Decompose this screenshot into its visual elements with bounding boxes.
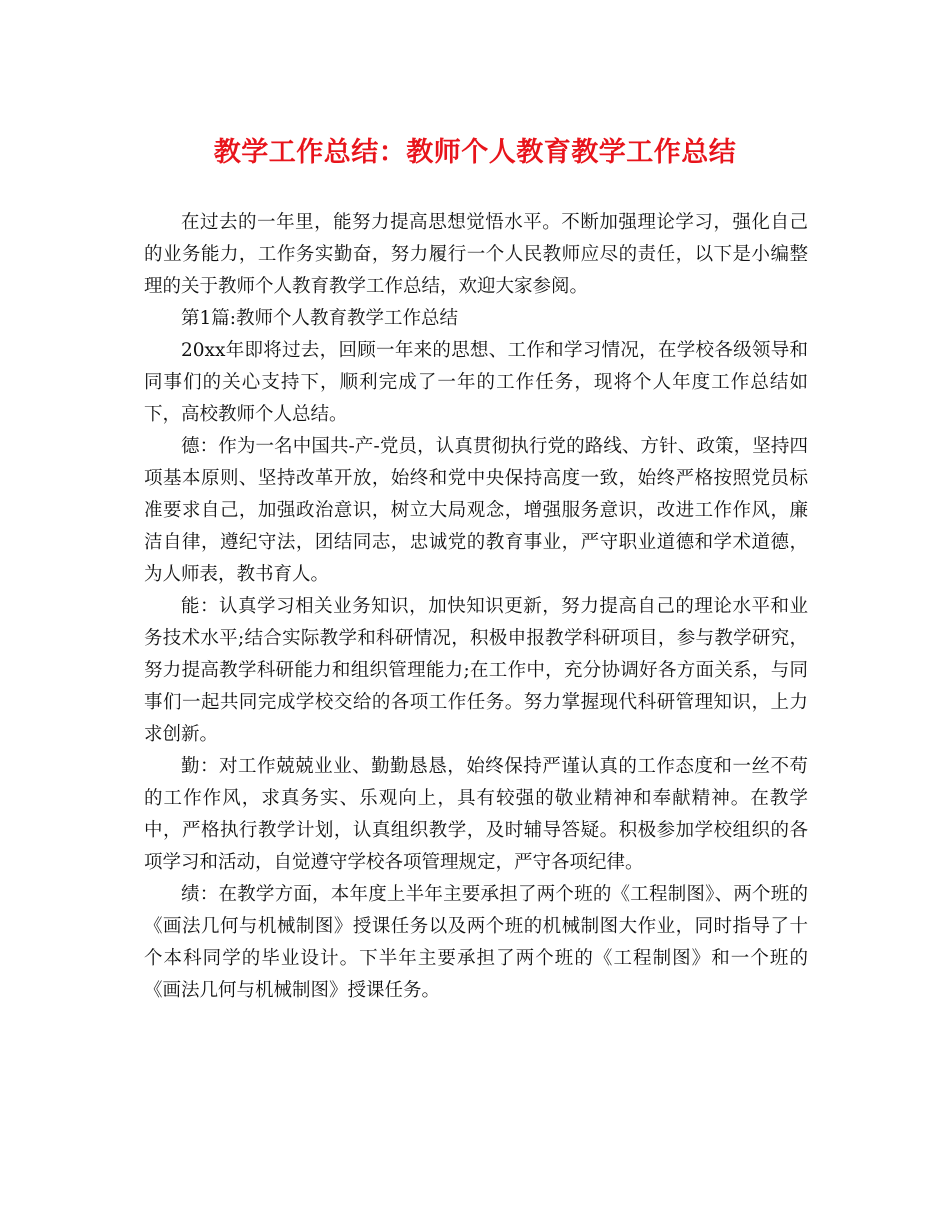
document-title: 教学工作总结：教师个人教育教学工作总结 — [213, 137, 737, 168]
paragraph-morality: 德：作为一名中国共-产-党员，认真贯彻执行党的路线、方针、政策，坚持四项基本原则、坚持改革开放，始终和党中央保持高度一致，始终严格按照党员标准要求自己，加强政治意识，树立大局观念，增强服务意识，改进工作作风，廉洁自律，遵纪守法，团结同志，忠诚党的教育事业，严守职业道德和学术道德，为人师表，教书育人。 — [144, 436, 808, 585]
paragraph-section-heading: 第1篇:教师个人教育教学工作总结 — [181, 308, 459, 329]
paragraph-intro: 在过去的一年里，能努力提高思想觉悟水平。不断加强理论学习，强化自己的业务能力，工作务实勤奋，努力履行一个人民教师应尽的责任，以下是小编整理的关于教师个人教育教学工作总结，欢迎大家参阅。 — [144, 212, 808, 297]
paragraph-overview: 20xx年即将过去，回顾一年来的思想、工作和学习情况，在学校各级领导和同事们的关心支持下，顺利完成了一年的工作任务，现将个人年度工作总结如下，高校教师个人总结。 — [144, 340, 808, 425]
document-body — [144, 207, 808, 1007]
paragraph-achievement: 绩：在教学方面，本年度上半年主要承担了两个班的《工程制图》、两个班的《画法几何与机械制图》授课任务以及两个班的机械制图大作业，同时指导了十个本科同学的毕业设计。下半年主要承担了两个班的《工程制图》和一个班的《画法几何与机械制图》授课任务。 — [144, 884, 808, 1001]
paragraph-diligence: 勤：对工作兢兢业业、勤勤恳恳，始终保持严谨认真的工作态度和一丝不苟的工作作风，求真务实、乐观向上，具有较强的敬业精神和奉献精神。在教学中，严格执行教学计划，认真组织教学，及时辅导答疑。积极参加学校组织的各项学习和活动，自觉遵守学校各项管理规定，严守各项纪律。 — [144, 756, 808, 873]
paragraph-ability: 能：认真学习相关业务知识，加快知识更新，努力提高自己的理论水平和业务技术水平;结合实际教学和科研情况，积极申报教学科研项目，参与教学研究，努力提高教学科研能力和组织管理能力;在工作中，充分协调好各方面关系，与同事们一起共同完成学校交给的各项工作任务。努力掌握现代科研管理知识，上力求创新。 — [144, 596, 808, 745]
